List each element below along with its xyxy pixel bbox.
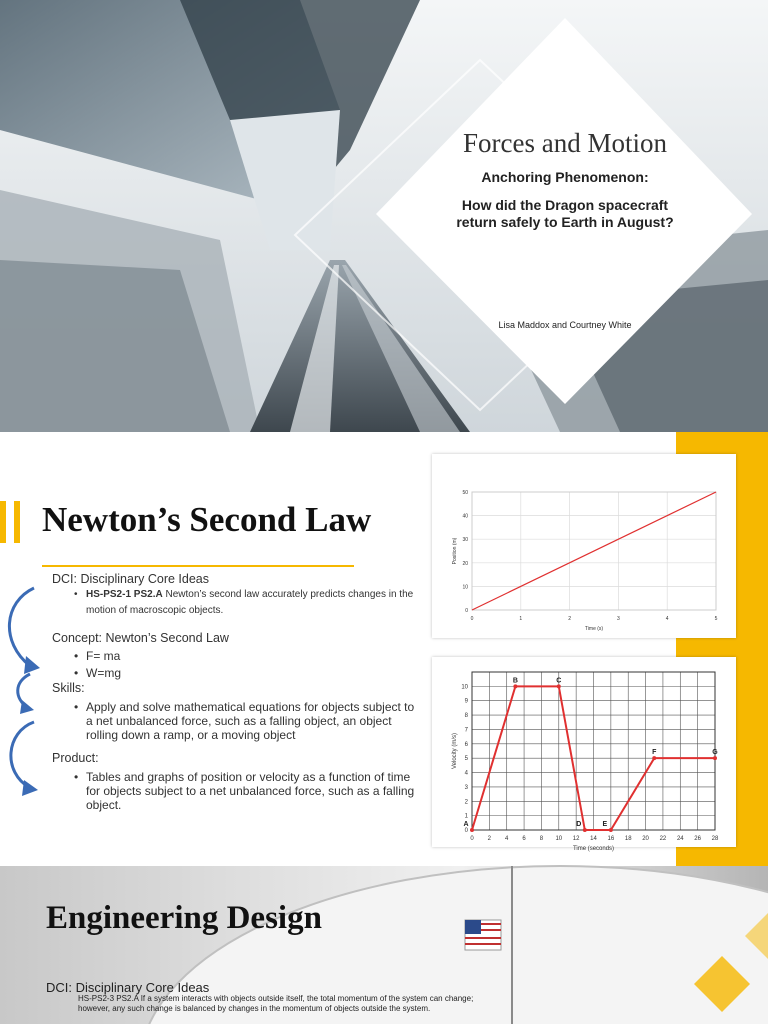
x-tick-label: 16 [607, 836, 615, 842]
data-point [513, 684, 517, 688]
title-slide [0, 0, 768, 432]
x-tick-label: 20 [642, 836, 649, 842]
y-axis-label: Velocity (m/s) [452, 732, 458, 770]
slide-body [52, 572, 422, 812]
skills-item: • Apply and solve mathematical equations for objects subject to a net unbalanced force, such as a falling object, an object rolling down a ramp, or a moving object [74, 700, 422, 742]
dci-item [74, 587, 422, 619]
skills-heading: Skills: [52, 681, 85, 695]
y-tick-label: 9 [464, 698, 468, 705]
newton-slide [0, 432, 768, 866]
presentation-title: Forces and Motion [463, 128, 667, 158]
dci-heading: DCI: Disciplinary Core Ideas [46, 980, 210, 995]
x-tick-label: 12 [572, 836, 580, 842]
x-tick-label: 28 [711, 836, 719, 842]
x-tick-label: 5 [714, 616, 718, 622]
authors: Lisa Maddox and Courtney White [498, 320, 632, 330]
y-tick-label: 8 [464, 713, 468, 720]
x-tick-label: 1 [519, 616, 523, 622]
curved-arrows [0, 582, 60, 812]
data-point [652, 756, 656, 760]
title-block [420, 128, 710, 231]
x-tick-label: 2 [487, 836, 492, 842]
x-tick-label: 4 [505, 836, 509, 842]
y-tick-label: 2 [464, 799, 468, 806]
x-tick-label: 10 [555, 836, 563, 842]
concept-heading: Concept: Newton’s Second Law [52, 631, 229, 645]
velocity-chart-card [432, 657, 736, 852]
dci-code: HS-PS2-1 PS2.A [86, 589, 163, 600]
velocity-time-chart [432, 657, 736, 852]
point-label: G [712, 749, 718, 757]
x-tick-label: 18 [624, 836, 632, 842]
y-tick-label: 1 [464, 813, 468, 820]
x-tick-label: 24 [676, 836, 684, 842]
data-point [713, 756, 717, 760]
point-label: E [602, 821, 608, 828]
y-tick-label: 3 [464, 784, 468, 791]
slide-title: Engineering Design [46, 900, 322, 936]
position-chart-card [432, 454, 736, 638]
point-label: D [576, 821, 582, 828]
point-label: C [556, 677, 562, 685]
concept-item: • W=mg [74, 666, 422, 680]
concept-item: • F= ma [74, 649, 422, 663]
position-time-chart [432, 454, 736, 638]
anchoring-question: How did the Dragon spacecraft return safely to Earth in August? [456, 197, 674, 230]
x-tick-label: 8 [539, 836, 544, 842]
y-tick-label: 10 [461, 684, 468, 691]
y-tick-label: 20 [462, 560, 468, 567]
x-tick-label: 0 [470, 836, 474, 842]
data-line [472, 492, 716, 610]
y-tick-label: 0 [464, 828, 468, 834]
x-tick-label: 14 [590, 836, 597, 842]
x-tick-label: 0 [470, 616, 474, 622]
title-underline [42, 565, 354, 567]
x-tick-label: 26 [694, 836, 701, 842]
data-point [609, 828, 613, 832]
point-label: B [512, 677, 518, 685]
x-axis-label: Time (s) [584, 626, 604, 632]
product-item: • Tables and graphs of position or velocity as a function of time for objects subject to a net unbalanced force, such as a falling object. [74, 770, 422, 812]
y-tick-label: 4 [464, 770, 468, 777]
point-label: F [652, 749, 657, 757]
engineering-slide [0, 866, 768, 1024]
y-tick-label: 7 [464, 727, 468, 734]
point-label: A [463, 821, 469, 828]
y-tick-label: 50 [462, 490, 468, 496]
y-tick-label: 40 [462, 513, 468, 520]
y-axis-label: Position (m) [452, 537, 458, 565]
dci-detail: HS-PS2-3 PS2.A If a system interacts with objects outside itself, the total momentum of the system can change; however, any such change is balanced by changes in the momentum of objects outside the system. [78, 994, 474, 1013]
x-tick-label: 6 [522, 836, 526, 842]
y-tick-label: 6 [464, 741, 468, 748]
x-axis-label: Time (seconds) [572, 846, 615, 852]
x-tick-label: 4 [665, 616, 669, 622]
x-tick-label: 22 [659, 836, 667, 842]
y-tick-label: 30 [462, 537, 468, 544]
x-tick-label: 3 [617, 616, 620, 622]
dci-text: Newton’s second law accurately predicts changes in the motion of macroscopic objects. [86, 589, 414, 616]
anchoring-heading: Anchoring Phenomenon: [481, 169, 649, 185]
dci-heading: DCI: Disciplinary Core Ideas [52, 572, 209, 586]
y-tick-label: 5 [464, 756, 468, 763]
data-point [583, 828, 587, 832]
y-tick-label: 10 [462, 584, 468, 591]
product-heading: Product: [52, 751, 99, 765]
x-tick-label: 2 [568, 616, 571, 622]
y-tick-label: 0 [465, 608, 468, 614]
data-point [470, 828, 474, 832]
data-point [557, 684, 561, 688]
slide-title: Newton’s Second Law [42, 500, 372, 539]
